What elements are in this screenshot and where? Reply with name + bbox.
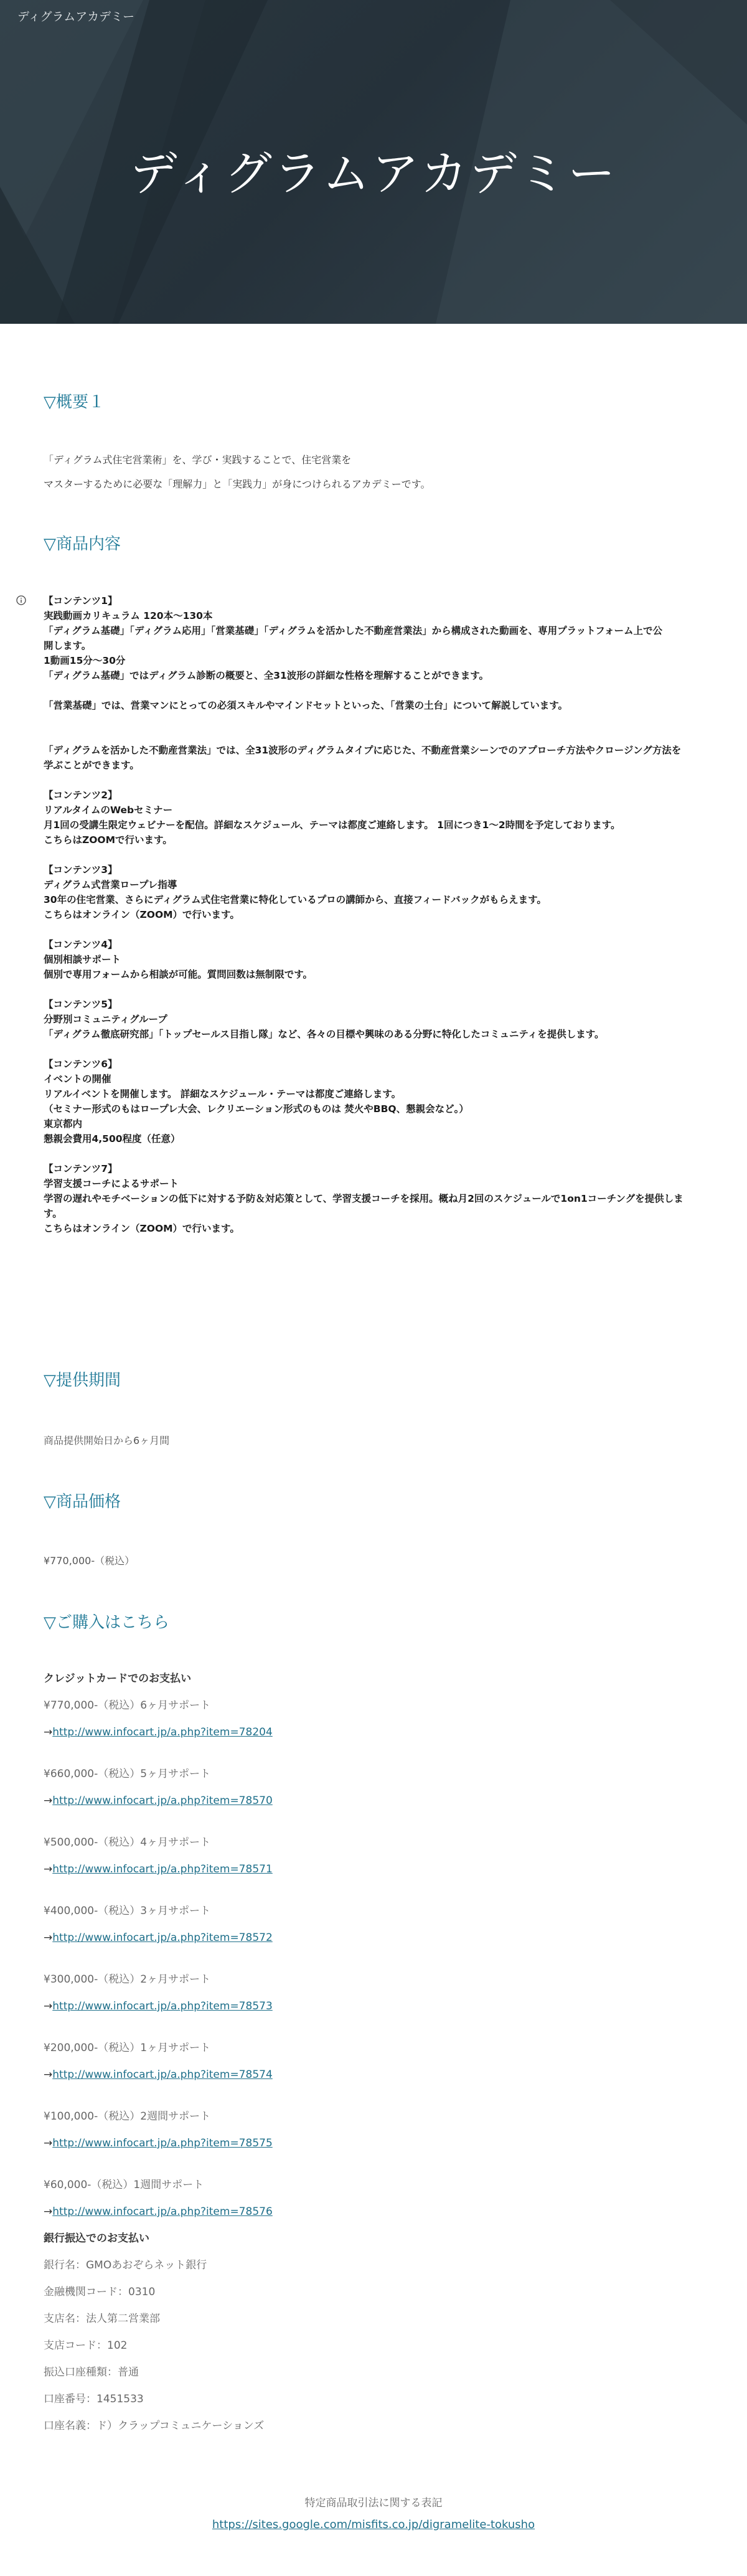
period-text: 商品提供開始日から6ヶ月間 xyxy=(44,1435,170,1446)
plan-label: ¥200,000-（税込）1ヶ月サポート xyxy=(44,2042,211,2054)
plan-spacer xyxy=(44,1814,273,1829)
plan-purchase-link[interactable]: http://www.infocart.jp/a.php?item=78575 xyxy=(52,2137,273,2149)
plan-spacer xyxy=(44,1951,273,1966)
products-line: イベントの開催 xyxy=(44,1073,111,1085)
arrow-right-icon: → xyxy=(44,2069,53,2081)
products-line xyxy=(44,728,703,743)
arrow-right-icon: → xyxy=(44,2206,53,2218)
card-payment-title: クレジットカードでのお支払い xyxy=(44,1673,192,1685)
products-line: 【コンテンツ2】 xyxy=(44,790,118,801)
arrow-right-icon: → xyxy=(44,1795,53,1807)
products-heading: ▽商品内容 xyxy=(44,535,121,554)
products-line xyxy=(44,1146,703,1161)
products-line: 「ディグラム基礎」ではディグラム診断の概要と、全31波形の詳細な性格を理解することができます。 xyxy=(44,670,489,681)
plan-purchase-link[interactable]: http://www.infocart.jp/a.php?item=78574 xyxy=(52,2069,273,2081)
price-text: ¥770,000-（税込） xyxy=(44,1555,135,1567)
plan-link-row xyxy=(44,1856,273,1883)
plan-spacer xyxy=(44,1883,273,1898)
plan-spacer xyxy=(44,2020,273,2035)
period-heading: ▽提供期間 xyxy=(44,1371,121,1390)
plan-label: ¥770,000-（税込）6ヶ月サポート xyxy=(44,1699,211,1712)
plan-spacer xyxy=(44,2157,273,2172)
arrow-right-icon: → xyxy=(44,2137,53,2149)
footer-tokusho-link[interactable]: https://sites.google.com/misfits.co.jp/digramelite-tokusho xyxy=(212,2518,535,2531)
plan-purchase-link[interactable]: http://www.infocart.jp/a.php?item=78570 xyxy=(52,1795,273,1807)
plan-link-row xyxy=(44,1788,273,1814)
overview-line-2: マスターするために必要な「理解力」と「実践力」が身につけられるアカデミーです。 xyxy=(44,478,431,490)
overview-heading: ▽概要１ xyxy=(44,393,105,412)
arrow-right-icon: → xyxy=(44,2000,53,2012)
products-line: 学習支援コーチによるサポート xyxy=(44,1178,179,1189)
products-line: 分野別コミュニティグループ xyxy=(44,1014,167,1025)
plan-purchase-link[interactable]: http://www.infocart.jp/a.php?item=78576 xyxy=(52,2206,273,2218)
products-line: 月1回の受講生限定ウェビナーを配信。詳細なスケジュール、テーマは都度ご連絡します。 1回につき1〜2時間を予定しております。 xyxy=(44,819,621,831)
purchase-block xyxy=(44,1666,273,2440)
bank-payment-title: 銀行振込でのお支払い xyxy=(44,2232,149,2245)
plan-label: ¥100,000-（税込）2週間サポート xyxy=(44,2110,211,2123)
products-line xyxy=(44,922,703,937)
products-line: リアルタイムのWebセミナー xyxy=(44,804,173,816)
plan-link-row xyxy=(44,2130,273,2157)
plan-label: ¥300,000-（税込）2ヶ月サポート xyxy=(44,1973,211,1986)
products-line: 「ディグラム徹底研究部」「トップセールス目指し隊」など、各々の目標や興味のある分野に特化したコミュニティを提供します。 xyxy=(44,1029,604,1040)
plan-label: ¥660,000-（税込）5ヶ月サポート xyxy=(44,1768,211,1780)
products-line: 1動画15分〜30分 xyxy=(44,655,126,666)
products-line: 個別相談サポート xyxy=(44,954,121,965)
products-line: 学習の遅れやモチベーションの低下に対する予防＆対応策として、学習支援コーチを採用。概ね月2回のスケジュールで1on1コーチングを提供しま xyxy=(44,1193,684,1204)
arrow-right-icon: → xyxy=(44,1726,53,1739)
info-icon[interactable] xyxy=(16,595,26,605)
products-line xyxy=(44,1042,703,1057)
products-line: （セミナー形式のもはロープレ大会、レクリエーション形式のものは 焚火やBBQ、懇親会など。） xyxy=(44,1103,469,1115)
plan-purchase-link[interactable]: http://www.infocart.jp/a.php?item=78573 xyxy=(52,2000,273,2012)
products-line: 東京都内 xyxy=(44,1118,83,1130)
bank-info-line: 振込口座種類：普通 xyxy=(44,2366,139,2379)
arrow-right-icon: → xyxy=(44,1863,53,1875)
plan-link-row xyxy=(44,1925,273,1951)
plan-link-row xyxy=(44,1993,273,2020)
plan-purchase-link[interactable]: http://www.infocart.jp/a.php?item=78572 xyxy=(52,1932,273,1944)
products-line xyxy=(44,683,703,698)
products-line: 懇親会費用4,500程度（任意） xyxy=(44,1133,181,1144)
products-line: 「ディグラムを活かした不動産営業法」では、全31波形のディグラムタイプに応じた、不動産営業シーンでのアプローチ方法やクロージング方法を xyxy=(44,745,682,756)
products-line: こちらはオンライン（ZOOM）で行います。 xyxy=(44,1223,240,1234)
products-line: 実践動画カリキュラム 120本〜130本 xyxy=(44,610,213,621)
bank-info-line: 口座番号：1451533 xyxy=(44,2393,144,2405)
hero-banner xyxy=(0,0,747,324)
bank-info-line: 支店コード：102 xyxy=(44,2339,128,2352)
products-line: 「ディグラム基礎」「ディグラム応用」「営業基礎」「ディグラムを活かした不動産営業法」から構成された動画を、専用プラットフォーム上で公 xyxy=(44,625,663,636)
products-line: 【コンテンツ6】 xyxy=(44,1059,118,1070)
plan-purchase-link[interactable]: http://www.infocart.jp/a.php?item=78204 xyxy=(52,1726,273,1739)
products-line: 【コンテンツ3】 xyxy=(44,864,118,875)
products-line: リアルイベントを開催します。 詳細なスケジュール・テーマは都度ご連絡します。 xyxy=(44,1088,402,1100)
products-line: こちらはZOOMで行います。 xyxy=(44,834,172,846)
products-line: 学ぶことができます。 xyxy=(44,760,139,771)
overview-line-1: 「ディグラム式住宅営業術」を、学び・実践することで、住宅営業を xyxy=(44,454,352,466)
hero-title: ディグラムアカデミー xyxy=(129,146,618,201)
plan-link-row xyxy=(44,1719,273,1746)
plan-link-row xyxy=(44,2199,273,2225)
bank-info-line: 口座名義：ド）クラップコミュニケーションズ xyxy=(44,2420,265,2432)
products-line: 30年の住宅営業、さらにディグラム式住宅営業に特化しているプロの講師から、直接フィードバックがもらえます。 xyxy=(44,894,547,905)
products-line: 【コンテンツ5】 xyxy=(44,999,118,1010)
products-line: す。 xyxy=(44,1208,62,1219)
products-line: 【コンテンツ7】 xyxy=(44,1163,118,1174)
plan-label: ¥500,000-（税込）4ヶ月サポート xyxy=(44,1836,211,1849)
products-line: ディグラム式営業ロープレ指導 xyxy=(44,879,177,890)
plan-label: ¥60,000-（税込）1週間サポート xyxy=(44,2179,204,2191)
products-line xyxy=(44,847,703,862)
products-line: こちらはオンライン（ZOOM）で行います。 xyxy=(44,909,240,920)
products-line: 「営業基礎」では、営業マンにとっての必須スキルやマインドセットといった、「営業の土台」について解説しています。 xyxy=(44,700,568,711)
plan-purchase-link[interactable]: http://www.infocart.jp/a.php?item=78571 xyxy=(52,1863,273,1875)
site-name[interactable]: ディグラムアカデミー xyxy=(17,10,135,24)
bank-info-line: 金融機関コード：0310 xyxy=(44,2286,156,2298)
plan-spacer xyxy=(44,1746,273,1761)
products-line: 【コンテンツ1】 xyxy=(44,595,118,606)
purchase-heading: ▽ご購入はこちら xyxy=(44,1613,169,1632)
products-line: 個別で専用フォームから相談が可能。質問回数は無制限です。 xyxy=(44,969,312,980)
bank-info-line: 支店名：法人第二営業部 xyxy=(44,2313,160,2325)
products-line: 【コンテンツ4】 xyxy=(44,939,118,950)
products-line xyxy=(44,713,703,728)
plan-spacer xyxy=(44,2088,273,2103)
products-content xyxy=(44,593,703,1236)
products-line xyxy=(44,982,703,997)
plan-label: ¥400,000-（税込）3ヶ月サポート xyxy=(44,1905,211,1917)
bank-info-line: 銀行名：GMOあおぞらネット銀行 xyxy=(44,2259,207,2272)
plan-link-row xyxy=(44,2062,273,2088)
footer-label: 特定商品取引法に関する表記 xyxy=(304,2497,443,2509)
products-line: 開します。 xyxy=(44,640,92,651)
footer xyxy=(0,2494,747,2531)
price-heading: ▽商品価格 xyxy=(44,1493,121,1511)
arrow-right-icon: → xyxy=(44,1932,53,1944)
products-line xyxy=(44,773,703,788)
